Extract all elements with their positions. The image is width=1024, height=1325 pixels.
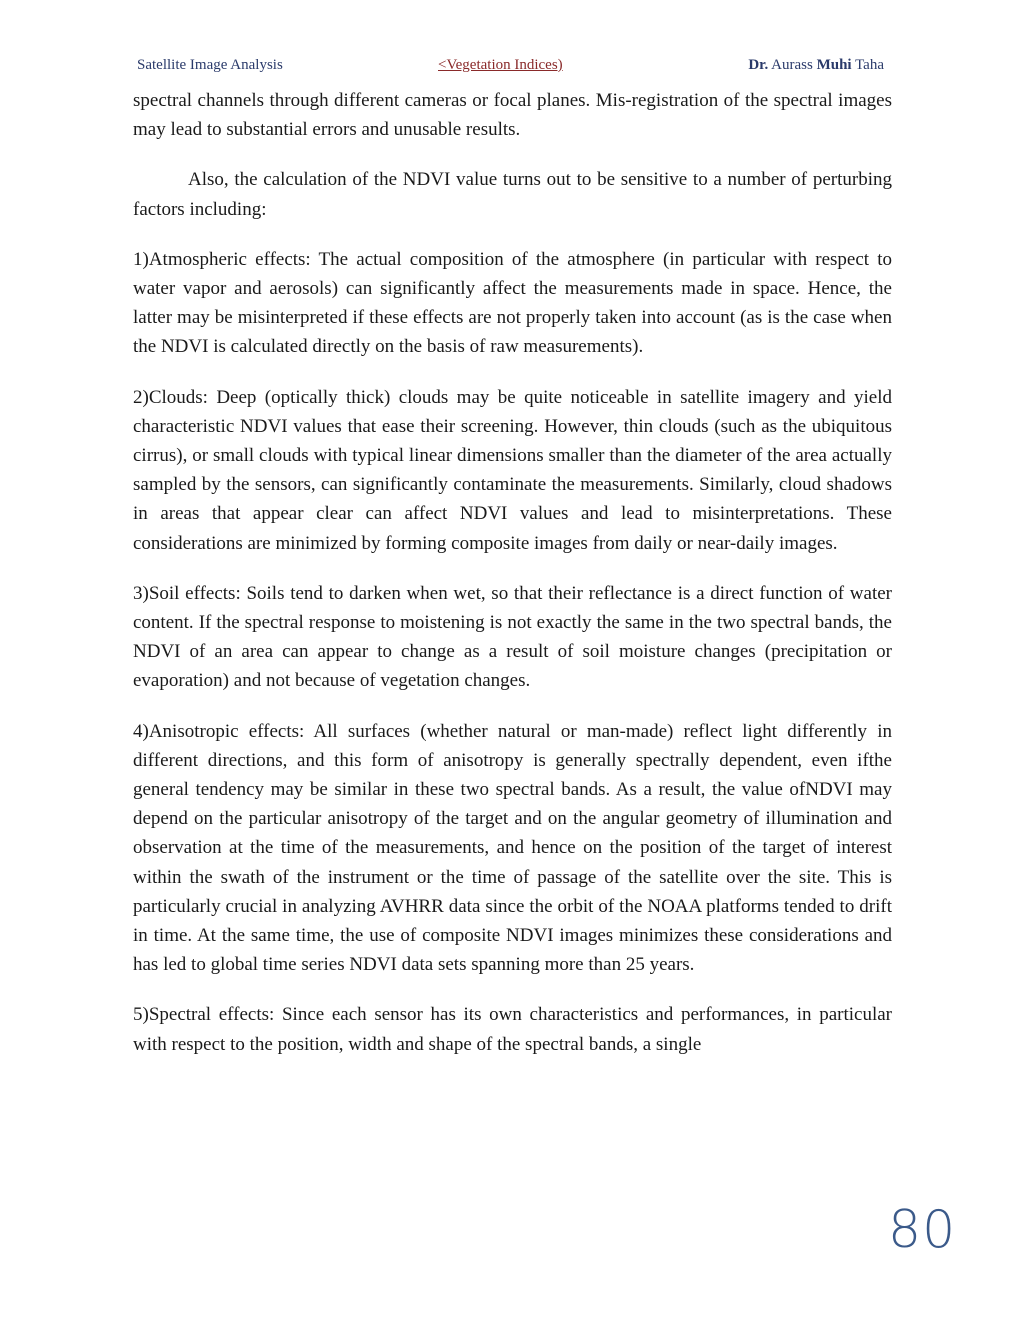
paragraph-anisotropic-effects: 4)Anisotropic effects: All surfaces (whether natural or man-made) reflect light differently in different directions, and this form of anisotropy is generally spectrally dependent, even ifthe general tendency may be similar in these two spectral bands. As a result, the value ofNDVI may depend on the particular anisotropy of the target and on the angular geometry of illumination and observation at the time of the measurements, and hence on the position of the target of interest within the swath of the instrument or the time of passage of the satellite over the site. This is particularly crucial in analyzing AVHRR data since the orbit of the NOAA platforms tended to drift in time. At the same time, the use of composite NDVI images minimizes these considerations and has led to global time series NDVI data sets spanning more than 25 years.	[133, 720, 892, 976]
page-number: 80	[888, 1200, 957, 1260]
header-author	[748, 57, 884, 74]
paragraph-soil-effects: 3)Soil effects: Soils tend to darken when wet, so that their reflectance is a direct function of water content. If the spectral response to moistening is not exactly the same in the two spectral bands, the NDVI of an area can appear to change as a result of soil moisture changes (precipitation or evaporation) and not because of vegetation changes.	[133, 582, 892, 692]
header-author-prefix: Dr.	[748, 57, 769, 73]
header-author-name3: Taha	[855, 57, 884, 73]
page-header	[137, 57, 887, 77]
paragraph-spectral-effects: 5)Spectral effects: Since each sensor has its own characteristics and performances, in particular with respect to the position, width and shape of the spectral bands, a single	[133, 1004, 892, 1055]
paragraph-atmospheric-effects: 1)Atmospheric effects: The actual composition of the atmosphere (in particular with respect to water vapor and aerosols) can significantly affect the measurements made in space. Hence, the latter may be misinterpreted if these effects are not properly taken into account (as is the case when the NDVI is calculated directly on the basis of raw measurements).	[133, 248, 892, 358]
header-course-title: Satellite Image Analysis	[137, 57, 283, 73]
header-author-name2: Muhi	[816, 57, 852, 73]
header-chapter-title: <Vegetation Indices)	[438, 57, 563, 73]
paragraph-intro: Also, the calculation of the NDVI value turns out to be sensitive to a number of perturbing factors including:	[133, 169, 892, 220]
page-body	[133, 86, 892, 1080]
paragraph-continuation: spectral channels through different cameras or focal planes. Mis-registration of the spectral images may lead to substantial errors and unusable results.	[133, 90, 892, 141]
header-author-name1: Aurass	[771, 57, 813, 73]
paragraph-clouds: 2)Clouds: Deep (optically thick) clouds may be quite noticeable in satellite imagery and yield characteristic NDVI values that ease their screening. However, thin clouds (such as the ubiquitous cirrus), or small clouds with typical linear dimensions smaller than the diameter of the area actually sampled by the sensors, can significantly contaminate the measurements. Similarly, cloud shadows in areas that appear clear can affect NDVI values and lead to misinterpretations. These considerations are minimized by forming composite images from daily or near-daily images.	[133, 386, 892, 554]
